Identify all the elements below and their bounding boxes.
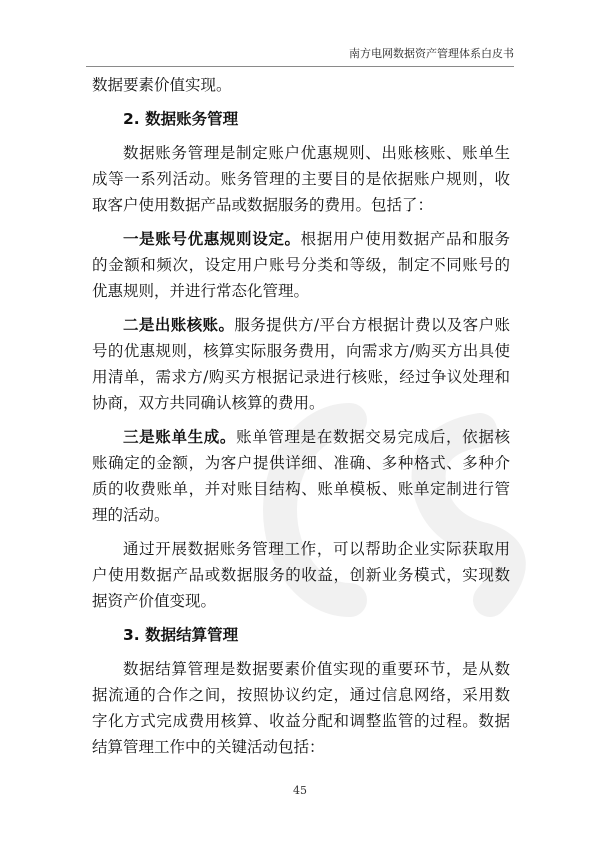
item-two-text: 服务提供方/平台方根据计费以及客户账号的优惠规则，核算实际服务费用，向需求方/购买方出具使用清单，需求方/购买方根据记录进行核账，经过争议处理和协商，双方共同确认核算的费用。 [92, 316, 510, 412]
paragraph-settlement: 数据结算管理是数据要素价值实现的重要环节，是从数据流通的合作之间，按照协议约定，通过信息网络，采用数字化方式完成费用核算、收益分配和调整监管的过程。数据结算管理工作中的关键活动包括： [92, 660, 510, 756]
paragraph-item-three [92, 424, 510, 528]
section-heading-2: 2. 数据账务管理 [123, 110, 239, 128]
item-two-lead: 二是出账核账。 [123, 316, 235, 334]
item-three-lead: 三是账单生成。 [123, 428, 237, 446]
document-body [92, 72, 510, 768]
header-title: 南方电网数据资产管理体系白皮书 [349, 47, 514, 60]
paragraph-intro: 数据要素价值实现。 [92, 76, 232, 94]
page-header [86, 44, 514, 67]
page-number: 45 [293, 784, 307, 797]
item-three-text: 账单管理是在数据交易完成后，依据核账确定的金额，为客户提供详细、准确、多种格式、多种介质的收费账单，并对账目结构、账单模板、账单定制进行管理的活动。 [92, 428, 510, 524]
item-one-lead: 一是账号优惠规则设定。 [123, 230, 301, 248]
item-one-text: 根据用户使用数据产品和服务的金额和频次，设定用户账号分类和等级，制定不同账号的优惠规则，并进行常态化管理。 [92, 230, 510, 300]
section-heading-3: 3. 数据结算管理 [123, 626, 239, 644]
paragraph-item-one [92, 226, 510, 304]
paragraph-item-two [92, 312, 510, 416]
paragraph-account-management: 数据账务管理是制定账户优惠规则、出账核账、账单生成等一系列活动。账务管理的主要目的是依据账户规则，收取客户使用数据产品或数据服务的费用。包括了： [92, 144, 510, 214]
paragraph-summary: 通过开展数据账务管理工作，可以帮助企业实际获取用户使用数据产品或数据服务的收益，创新业务模式，实现数据资产价值变现。 [92, 540, 510, 610]
